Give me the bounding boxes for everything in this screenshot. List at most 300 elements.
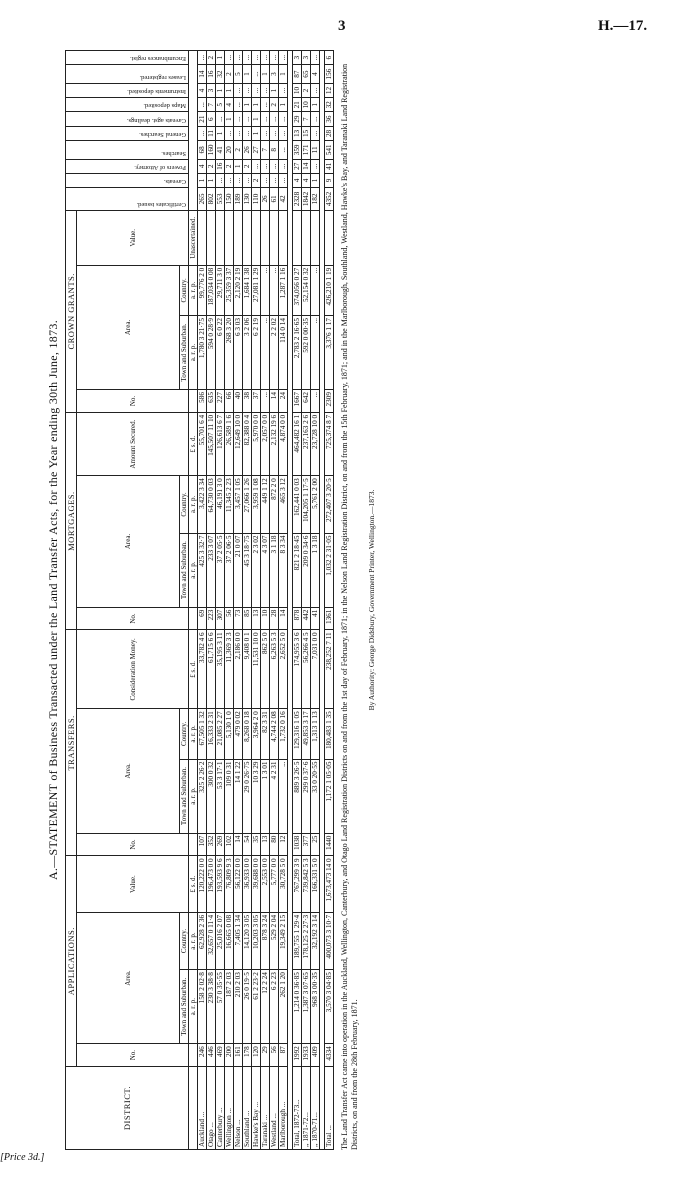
registry-cell: 1 [207,173,216,187]
cg-value-cell [207,210,216,265]
mo-country-cell: 27,066 1 26 [243,476,252,533]
registry-cell: 2 [302,83,311,97]
registry-cell: 16 [207,65,216,84]
registry-cell: 32 [325,98,334,112]
tr-town-header: Town and Suburban. [180,759,189,833]
app-country-cell: 32,192 3 14 [311,912,320,969]
footnote: The Land Transfer Act came into operation in the Auckland, Wellington, Canterbury, and Otago Land Registration Districts on and from the 1st day of February, 1871; in the Nelson Land Registration District, on and from the 15th February, 1871; and in the Marlborough, Southland, Westland, Hawke's Bay, and Taranaki Land Registration Districts, on and from the 28th February, 1871. [340,63,360,1150]
app-town-cell: 26 0 19·5 [243,970,252,1044]
registry-cell: 13 [293,126,302,140]
table-row [243,51,252,1150]
district-cell: Westland ... [270,1067,279,1150]
cg-value-cell [252,210,261,265]
app-town-cell: 3,570 3 04·85 [325,970,334,1044]
app-no-cell: 1992 [293,1044,302,1067]
registry-cell: ... [216,112,225,126]
tr-town-cell: 1,172 1 05·05 [325,759,334,833]
registry-cell: ... [261,173,270,187]
app-no-cell: 469 [216,1044,225,1067]
registry-cell: 26 [261,188,270,211]
cg-value-cell [216,210,225,265]
cg-no-cell: 642 [302,390,311,413]
registry-cell: 14 [302,159,311,173]
table-row [325,51,334,1150]
registry-cell: 61 [270,188,279,211]
registry-cell: ... [261,51,270,65]
mo-amount-cell: 26,589 1 6 [225,412,234,475]
mo-country-cell: 272,407 3 20·5 [325,476,334,533]
registry-cell: ... [279,83,288,97]
app-no-header: No. [77,1044,189,1067]
app-country-cell: 32,657 0 11·4 [207,912,216,969]
tr-town-cell: 10 3 29 [252,759,261,833]
cg-town-cell: 3,376 1 17 [325,316,334,390]
registry-cell: 32 [216,65,225,84]
registry-cell: 21 [198,112,207,126]
registry-cell: ... [270,173,279,187]
cg-value-cell [270,210,279,265]
cg-country-cell: ... [311,265,320,315]
tr-country-cell: 16,333 2 31 [207,709,216,759]
registry-cell: 3 [293,51,302,65]
mo-area-header: Area. [77,476,180,607]
cg-town-cell: 6 0 22 [216,316,225,390]
app-town-cell: 61 2 23·2 [252,970,261,1044]
mo-amount-cell: 5,970 0 0 [252,412,261,475]
registry-cell: ... [311,112,320,126]
registry-cell: 110 [252,188,261,211]
tr-country-header: Country. [180,709,189,759]
registry-cell: ... [279,126,288,140]
tr-money-cell: 238,252 7 11 [325,630,334,709]
tr-money-cell: 174,955 3 6 [293,630,302,709]
mo-amount-cell: 55,701 6 4 [198,412,207,475]
registry-cell: 4 [225,98,234,112]
cg-country-cell: 29,711 3 0 [216,265,225,315]
app-town-cell: 968 3 00·35 [311,970,320,1044]
registry-cell: 1 [279,65,288,84]
registry-cell: 2 [252,173,261,187]
registry-cell: 3 [302,51,311,65]
tr-no-cell: 25 [311,833,320,856]
reg-header: General Searches. [66,126,189,140]
tr-no-cell: 54 [243,833,252,856]
mo-amount-cell: 145,507 11 10 [207,412,216,475]
registry-cell: ... [279,159,288,173]
registry-cell: 3 [270,65,279,84]
tr-money-header: Consideration Money. [77,630,189,709]
app-town-cell: 210 2 03 [234,970,243,1044]
table-row [207,51,216,1150]
registry-cell: ... [234,83,243,97]
registry-cell: ... [234,126,243,140]
district-cell: Otago ... [207,1067,216,1150]
cg-town-units: a. r. p. [189,316,198,390]
reg-header: Leases registered. [66,65,189,84]
units-blank [189,1067,198,1150]
mo-no-cell: 69 [198,607,207,630]
cg-value-cell [293,210,302,265]
app-value-cell: 120,222 0 0 [198,856,207,913]
tr-country-cell: 21,085 2 27 [216,709,225,759]
registry-cell: ... [311,159,320,173]
app-no-cell: 56 [270,1044,279,1067]
app-no-cell: 409 [311,1044,320,1067]
app-country-cell: 16,665 0 08 [225,912,234,969]
tr-town-cell: 33 0 20·55 [311,759,320,833]
tr-town-cell: 300 0 32 [207,759,216,833]
reg-header: Caveats. [66,173,189,187]
app-value-cell: 76,809 9 3 [225,856,234,913]
app-country-cell: 400,073 3 10·7 [325,912,334,969]
cg-town-cell: 6 3 03 [234,316,243,390]
app-country-cell: 178,125 2 27·3 [302,912,311,969]
tr-country-units: a. r. p. [189,709,198,759]
registry-cell: 36 [325,112,334,126]
registry-cell: ... [279,173,288,187]
mo-no-cell: 14 [279,607,288,630]
mo-country-units: a. r. p. [189,476,198,533]
registry-cell: 41 [216,141,225,160]
tr-country-cell: 129,316 1 05 [293,709,302,759]
district-cell: Hawke's Bay ... [252,1067,261,1150]
cg-no-cell: ... [311,390,320,413]
registry-cell: 68 [198,141,207,160]
app-town-cell: 12 2 24 [261,970,270,1044]
mo-no-cell: 10 [261,607,270,630]
registry-cell: 156 [325,65,334,84]
registry-cell: ... [270,159,279,173]
registry-cell: ... [311,83,320,97]
registry-cell: ... [261,159,270,173]
reg-header: Searches. [66,141,189,160]
registry-cell: ... [261,126,270,140]
registry-cell: ... [234,51,243,65]
mo-amount-cell: 464,482 16 1 [293,412,302,475]
cg-country-cell: ... [261,265,270,315]
registry-cell: ... [279,141,288,160]
cg-no-cell: 38 [243,390,252,413]
table-row [293,51,302,1150]
registry-cell: 11 [207,126,216,140]
mo-town-cell: 8 3 34 [279,533,288,607]
app-country-cell: 14,120 3 05 [243,912,252,969]
reg-header: Certificates issued. [66,188,189,211]
cg-country-cell: 187,034 0 08 [207,265,216,315]
tr-no-cell: 80 [270,833,279,856]
registry-cell: ... [243,173,252,187]
registry-cell: ... [261,98,270,112]
registry-cell: ... [252,51,261,65]
registry-cell: 14 [198,65,207,84]
district-cell: ,, 1871-72... [302,1067,311,1150]
registry-cell: 1 [261,65,270,84]
mo-no-cell: 13 [252,607,261,630]
table-row [270,51,279,1150]
registry-cell: ... [198,126,207,140]
registry-cell: ... [234,112,243,126]
app-country-cell: 7,405 1 34 [234,912,243,969]
mo-country-cell: 3,959 1 08 [252,476,261,533]
registry-cell: 7 [302,112,311,126]
registry-cell: 12 [325,83,334,97]
mo-town-cell: 1,032 2 31·05 [325,533,334,607]
mo-country-cell: 5,761 2 00 [311,476,320,533]
tr-money-cell: 2,186 0 0 [234,630,243,709]
table-row [261,51,270,1150]
reg-header: Powers of Attorney. [66,159,189,173]
app-country-cell: 25,016 2 07 [216,912,225,969]
app-country-cell: 19,349 2 15 [279,912,288,969]
registry-cell: ... [279,51,288,65]
mo-town-cell: 37 2 06·5 [225,533,234,607]
cg-country-cell: 1,287 1 16 [279,265,288,315]
registry-cell: 2 [234,141,243,160]
app-value-units: £ s. d. [189,856,198,913]
app-value-cell: 5,777 0 0 [270,856,279,913]
table-row [311,51,320,1150]
app-town-cell: 158 2 02·8 [198,970,207,1044]
tr-money-cell: 2,652 5 0 [279,630,288,709]
registry-cell: 1 [216,126,225,140]
price-note: [Price 3d.] [0,1152,45,1163]
mortgages-header: MORTGAGES. [66,412,77,630]
app-no-cell: 246 [198,1044,207,1067]
mo-town-cell: 233 3 07 [207,533,216,607]
cg-country-cell: 1,684 1 38 [243,265,252,315]
tr-money-cell: 11,531 10 0 [252,630,261,709]
cg-town-cell: 268 3 20 [225,316,234,390]
app-country-units: a. r. p. [189,912,198,969]
app-town-cell: 57 0 35·55 [216,970,225,1044]
registry-cell: 1 [311,173,320,187]
mo-town-cell: 209 0 34·6 [302,533,311,607]
district-cell: Southland ... [243,1067,252,1150]
registry-cell: 2328 [293,188,302,211]
mo-town-cell: 2 3 02 [252,533,261,607]
tr-country-cell: 1,732 0 16 [279,709,288,759]
tr-no-cell: 35 [252,833,261,856]
tr-town-cell: ... [279,759,288,833]
cg-value-cell [198,210,207,265]
tr-money-cell: 11,369 3 3 [225,630,234,709]
district-cell: Taranaki ... [261,1067,270,1150]
cg-no-cell: 1667 [293,390,302,413]
cg-town-cell: 114 0 14 [279,316,288,390]
app-town-units: a. r. p. [189,970,198,1044]
district-cell: Auckland ... [198,1067,207,1150]
registry-cell: 2 [225,65,234,84]
registry-cell: 87 [293,65,302,84]
paper-code: H.—17. [598,18,648,34]
tr-money-cell: 6,263 5 3 [270,630,279,709]
registry-cell: 189 [234,188,243,211]
mo-no-cell: 1361 [325,607,334,630]
app-area-header: Area. [77,912,180,1043]
tr-country-cell: 8,268 0 18 [243,709,252,759]
reg-header: Caveats agst. dealings. [66,112,189,126]
registry-cell: 15 [302,126,311,140]
registry-cell: 1 [216,51,225,65]
mo-amount-cell: 2,132 19 6 [270,412,279,475]
registry-cell: 6 [325,51,334,65]
app-town-cell: 187 2 03 [225,970,234,1044]
cg-town-cell: 1,780 3 21·75 [198,316,207,390]
mo-amount-cell: 725,374 8 7 [325,412,334,475]
transfers-header: TRANSFERS. [66,630,77,856]
app-country-cell: 10,203 3 05 [252,912,261,969]
cg-value-cell [302,210,311,265]
statement-table [65,50,334,1150]
mo-no-cell: 41 [311,607,320,630]
mo-town-cell: 821 2 18·45 [293,533,302,607]
mo-amount-units: £ s. d. [189,412,198,475]
mo-country-cell: 11,345 2 23 [225,476,234,533]
cg-value-cell [261,210,270,265]
app-country-cell: 529 2 04 [270,912,279,969]
registry-cell: 27 [293,159,302,173]
mo-country-header: Country. [180,476,189,533]
tr-money-units: £ s. d. [189,630,198,709]
app-no-cell: 446 [207,1044,216,1067]
registry-cell: 26 [243,141,252,160]
registry-cell: 2 [225,159,234,173]
tr-no-cell: 352 [207,833,216,856]
mo-town-units: a. r. p. [189,533,198,607]
app-value-cell: 30,728 5 0 [279,856,288,913]
mo-amount-cell: 2,057 0 0 [261,412,270,475]
mo-no-cell: 56 [225,607,234,630]
mo-amount-cell: 82,388 0 4 [243,412,252,475]
registry-cell: 27 [252,141,261,160]
registry-cell: 150 [225,188,234,211]
app-no-cell: 87 [279,1044,288,1067]
cg-value-cell [325,210,334,265]
district-cell: Total, 1872-73... [293,1067,302,1150]
registry-cell: ... [225,51,234,65]
app-town-cell: 230 3 38·8 [207,970,216,1044]
cg-country-cell: 426,210 1 19 [325,265,334,315]
registry-cell: 265 [198,188,207,211]
app-no-cell: 178 [243,1044,252,1067]
table-row [252,51,261,1150]
mo-no-cell: 85 [243,607,252,630]
mo-town-cell: 37 2 05·5 [216,533,225,607]
units-blank [189,51,198,211]
tr-country-cell: 1,313 1 13 [311,709,320,759]
cg-town-cell: 6 2 19 [252,316,261,390]
cg-country-cell: 27,081 1 29 [252,265,261,315]
cg-country-cell: 25,359 3 37 [225,265,234,315]
cg-no-cell: 24 [279,390,288,413]
tr-town-cell: 299 0 37·6 [302,759,311,833]
app-town-header: Town and Suburban. [180,970,189,1044]
cg-value-cell [243,210,252,265]
tr-no-cell: 14 [234,833,243,856]
mo-country-cell: 872 2 0 [270,476,279,533]
district-header: DISTRICT. [66,1067,189,1150]
table-row [302,51,311,1150]
units-blank [189,390,198,413]
tr-town-cell: 53 3 17·1 [216,759,225,833]
district-cell: Canterbury ... [216,1067,225,1150]
cg-value-cell [311,210,320,265]
registry-cell: ... [234,98,243,112]
registry-cell: 1 [252,126,261,140]
tr-town-cell: 325 2 26·2 [198,759,207,833]
cg-town-cell: ... [261,316,270,390]
mo-country-cell: 3,457 1 05 [234,476,243,533]
registry-cell: 541 [325,141,334,160]
tr-country-cell: 67,505 1 32 [198,709,207,759]
tr-town-units: a. r. p. [189,759,198,833]
tr-no-cell: 1440 [325,833,334,856]
mo-country-cell: 3,422 3 34 [198,476,207,533]
registry-cell: ... [243,126,252,140]
registry-cell: 1 [279,98,288,112]
cg-value-cell [279,210,288,265]
app-no-cell: 4334 [325,1044,334,1067]
app-value-cell: 36,933 0 0 [243,856,252,913]
registry-cell: 4 [293,173,302,187]
registry-cell: 1 [252,112,261,126]
tr-country-cell: 82 3 31 [261,709,270,759]
registry-cell: ... [225,173,234,187]
cg-country-cell: 52,154 0 32 [302,265,311,315]
registry-cell: ... [252,159,261,173]
mo-amount-cell: 12,649 10 0 [234,412,243,475]
cg-town-cell: 2,783 2 16·65 [293,316,302,390]
registry-cell: 171 [302,141,311,160]
cg-value-header: Value. [77,210,189,265]
registry-cell: 1842 [302,188,311,211]
registry-cell: 10 [302,98,311,112]
mo-no-cell: 307 [216,607,225,630]
cg-no-cell: 227 [216,390,225,413]
mo-amount-cell: 4,874 0 0 [279,412,288,475]
cg-country-cell: 374,056 0 27 [293,265,302,315]
registry-cell: ... [252,65,261,84]
registry-cell: 4 [311,65,320,84]
units-blank [189,607,198,630]
tr-no-cell: 102 [225,833,234,856]
app-town-cell: 1,214 0 36·85 [293,970,302,1044]
cg-town-cell: 3 2 06 [243,316,252,390]
cg-no-cell: 586 [198,390,207,413]
registry-cell: 41 [325,159,334,173]
reg-header: Maps deposited. [66,98,189,112]
tr-country-cell: 4,744 2 08 [270,709,279,759]
mo-town-cell: 45 3 18·75 [243,533,252,607]
mo-amount-cell: 237,163 2 6 [302,412,311,475]
registry-cell: 29 [293,112,302,126]
mo-town-cell: 1 3 18 [311,533,320,607]
tr-money-cell: 56,266 4 5 [302,630,311,709]
mo-no-cell: 73 [234,607,243,630]
registry-cell: 6 [207,112,216,126]
app-value-cell: 193,593 9 6 [216,856,225,913]
registry-cell: ... [279,112,288,126]
cg-country-cell: 2,120 2 19 [234,265,243,315]
district-cell: Wellington ... [225,1067,234,1150]
app-value-cell: 767,299 3 9 [293,856,302,913]
app-country-cell: 62,928 2 36 [198,912,207,969]
tr-no-cell: 107 [198,833,207,856]
registry-cell: ... [198,98,207,112]
app-value-cell: 39,688 0 0 [252,856,261,913]
app-no-cell: 29 [261,1044,270,1067]
units-blank [189,833,198,856]
